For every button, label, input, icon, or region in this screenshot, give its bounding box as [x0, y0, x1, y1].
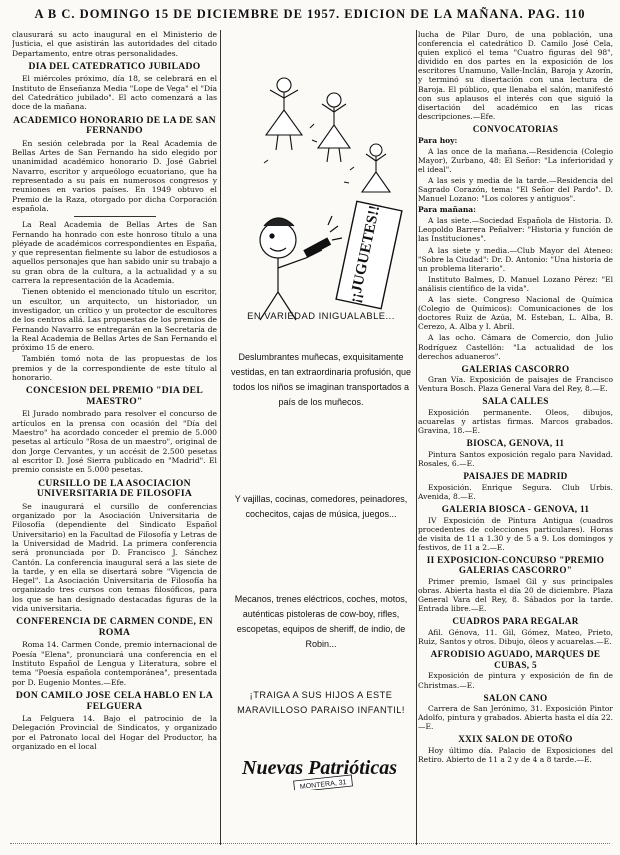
article-body-catedratico: El miércoles próximo, día 18, se celebrará en el Instituto de Enseñanza Media "Lope de Vega" el "Día del Catedrático jubilado". El acto comenzará a las doce de la mañana.: [12, 74, 217, 112]
article-title-cela: DON CAMILO JOSE CELA HABLO EN LA FELGUERA: [15, 689, 214, 712]
ad-illustration: [226, 30, 416, 340]
gallery-title: PAISAJES DE MADRID: [463, 471, 568, 482]
separator: [74, 216, 156, 217]
convocatoria-hoy-1: A las once de la mañana.—Residencia (Colegio Mayor), Zurbano, 48: El Señor: "La inferioridad y el ideal".: [418, 146, 613, 174]
dancing-doll-icon: [266, 78, 302, 150]
gallery-text: Exposición permanente. Oleos, dibujos, acuarelas y artistas firmas. Marcos grabados. Gravina, 18.—E.: [418, 408, 613, 436]
article-body-cela: La Felguera 14. Bajo el patrocinio de la Delegación Provincial de Sindicatos, y organizado por el Patronato local del Hogar del Productor, ha organizado en el local: [12, 714, 217, 752]
gallery-text: Pintura Santos exposición regalo para Navidad. Rosales, 6.—E.: [418, 449, 613, 469]
gallery-title: GALERIA BIOSCA - GENOVA, 11: [441, 503, 590, 514]
article-body-carmen-conde: Roma 14. Carmen Conde, premio internacional de Poesía "Elena", pronunciará una conferencia en el Instituto Español de Lengua y Literatura, sobre el tema "Poesía española contemporánea", presentada por D. Eugenio Montes.—Efe.: [12, 640, 217, 687]
ad-call-to-action: ¡TRAIGA A SUS HIJOS A ESTE MARAVILLOSO PARAISO INFANTIL!: [237, 690, 405, 715]
gallery-text: Exposición de pintura y exposición de fin de Christmas.—E.: [418, 671, 613, 690]
gallery-title: II EXPOSICION-CONCURSO "PREMIO GALERIAS CASCORRO": [426, 554, 605, 576]
gallery-title: AFRODISIO AGUADO, MARQUES DE CUBAS, 5: [430, 649, 601, 670]
intro-paragraph: clausurará su acto inaugural en el Ministerio de Justicia, el que asistirán las autoridades del citado Departamento, entre otras personalidades.: [12, 30, 217, 58]
banner-text: ¡¡JUGUETES!!: [346, 204, 384, 305]
ad-vehicles-text: Mecanos, trenes eléctricos, coches, motos, auténticas pistoleras de cow-boy, rifles, escopetas, equipos de sheriff, de indio, de Robin...: [234, 594, 408, 649]
gallery-title: CUADROS PARA REGALAR: [452, 616, 579, 627]
gallery-text: Afil. Génova, 11. Gil, Gómez, Mateo, Prieto, Ruiz, Santos y otros. Dibujo, óleos y acuarelas.—E.: [418, 628, 613, 647]
dancing-doll-icon: [362, 144, 390, 192]
article-title-premio-maestro: CONCESION DEL PREMIO "DIA DEL MAESTRO": [25, 385, 204, 407]
convocatoria-manana-3: Instituto Balmes, D. Manuel Lozano Pérez: "El análisis científico de la vida".: [418, 274, 613, 293]
toy-advertisement: [226, 30, 416, 790]
gallery-text: Carrera de San Jerónimo, 31. Exposición Pintor Adolfo, pintura y grabados. Abierta hasta el día 22.—E.: [418, 704, 613, 732]
right-column: [418, 30, 613, 845]
article-body-academico-1: En sesión celebrada por la Real Academia de Bellas Artes de San Fernando ha sido elegido por unanimidad académico honorario D. José Gabriel Navarro, escritor y arqueólogo ecuatoriano, que ha representado a su país en numerosos congresos y reuniones en varios países. En 1949 obtuvo el Premio de la Raza, otorgado por dicha Corporación española.: [12, 138, 217, 213]
convocatoria-manana-5: A las ocho. Cámara de Comercio, don Julio Rodríguez Castellón: "La actualidad de los derechos aduaneros".: [418, 333, 613, 361]
gallery-text: Gran Vía. Exposición de paisajes de Francisco Ventura Bosch. Plaza General Vara del Rey, 8.—E.: [418, 375, 613, 394]
dancing-doll-icon: [318, 93, 350, 162]
para-hoy-label: Para hoy:: [418, 135, 458, 145]
ad-dolls-text: Deslumbrantes muñecas, exquisitamente vestidas, en tan extraordinaria profusión, que todos los niños se imaginan transportados a país de los muñecos.: [230, 352, 412, 407]
article-title-academico: ACADEMICO HONORARIO DE LA DE SAN FERNANDO: [13, 114, 216, 137]
store-address: MONTERA, 31: [299, 779, 347, 791]
gallery-title: SALA CALLES: [482, 396, 549, 407]
child-with-toy-gun-icon: [260, 216, 342, 320]
page-bottom-rule: [10, 843, 610, 844]
convocatoria-manana-4: A las siete. Congreso Nacional de Química (Colegio de Químicos): Comunicaciones de los doctores Ruiz de Azúa, M. Esteban, L. Alba, B. Cerezo, A. Alba y I. Abril.: [418, 295, 613, 332]
gallery-text: Exposición. Enrique Segura. Club Urbis. Avenida, 8.—E.: [418, 482, 613, 501]
convocatorias-title: CONVOCATORIAS: [472, 123, 559, 134]
gallery-text: IV Exposición de Pintura Antigua (cuadros procedentes de colecciones particulares). Horas de visita de 11 a 1.30 y de 5 a 9. Los domingos y festivos, de 11 a 2.—E.: [418, 515, 613, 552]
article-title-cursillo: CURSILLO DE LA ASOCIACION UNIVERSITARIA DE FILOSOFIA: [36, 477, 193, 500]
para-manana-label: Para mañana:: [418, 205, 476, 215]
gallery-title: GALERIAS CASCORRO: [461, 363, 570, 374]
gallery-text: Primer premio, Ismael Gil y sus principales obras. Abierta hasta el día 20 de diciembre. Plaza General Vara del Rey, 8. Sábados por la tarde. Entrada libre.—E.: [418, 577, 613, 614]
cela-continuation: lucha de Pilar Duro, de una población, una conferencia el catedrático D. Camilo José Cela, quien explicó el tema "Cuatro figuras del 98", dividido en dos partes en la exposición de los escritores Unamuno, Valle-Inclán, Baroja y Azorín, y terminó su disertación con una lectura de Baroja. El público, que llenaba el salón, manifestó con sus aplausos el interés con que siguió la disertación del académico en las ricas descripciones.—Efe.: [418, 30, 613, 121]
ad-dishes-text: Y vajillas, cocinas, comedores, peinadores, cochecitos, cajas de música, juegos...: [234, 494, 408, 519]
article-body-academico-2: La Real Academia de Bellas Artes de San Fernando ha honrado con este honroso título a una pléyade de académicos correspondientes en España, y que representan fielmente su labor de estudiosos a aquellos personajes que han sabido unir su trabajo a su gran obra de la cultura, a la actualidad y a su carrera la representación de la Academia.: [12, 220, 217, 286]
ad-tagline: EN VARIEDAD INIGUALABLE...: [247, 310, 395, 321]
left-column: [12, 30, 217, 845]
gallery-title: BIOSCA, GENOVA, 11: [466, 438, 565, 449]
banner-juguetes: [336, 201, 402, 308]
article-body-academico-4: También tomó nota de las propuestas de los premios y de la correspondiente de este título al honorario.: [12, 354, 217, 382]
article-body-academico-3: Tienen obtenido el mencionado título un escritor, un escultor, un arquitecto, un historiador, un investigador, un crítico y un protector de escultores de los centros allá. Las propuestas de los premios de Fernando Navarro se entregarán en la Secretaría de la Real Academia de Bellas Artes de San Fernando el próximo 15 de enero.: [12, 287, 217, 353]
convocatoria-manana-2: A las siete y media.—Club Mayor del Ateneo: "Sobre la Ciudad": Dr. D. Antonio: "Una historia de un problema literario".: [418, 245, 613, 273]
article-title-carmen-conde: CONFERENCIA DE CARMEN CONDE, EN ROMA: [16, 616, 213, 638]
article-title-catedratico: DIA DEL CATEDRATICO JUBILADO: [28, 60, 201, 72]
column-rule-right: [416, 30, 417, 845]
article-body-cursillo: Se inaugurará el cursillo de conferencias organizado por la Asociación Universitaria de Filosofía (dependiente del Sindicato Español Universitario) en la Facultad de Filosofía y Letras de la Universidad de Madrid. La primera conferencia será pronunciada por D. Francisco J. Sánchez Cantón. La conferencia inaugural será a las siete de la tarde, y en ella se disertará sobre "Vigencia de Hegel". La Asociación Universitaria de Filosofía ha organizado tres cursos con temas filosóficos, para los que se han designado destacadas figuras de la vida universitaria.: [12, 501, 217, 613]
gallery-title: XXIX SALON DE OTOÑO: [458, 734, 573, 745]
article-body-premio-maestro: El Jurado nombrado para resolver el concurso de artículos en la prensa con ocasión del "Día del Maestro" ha acordado conceder el premio de 5.000 pesetas al artículo "Rosa de un maestro", original de don Jorge Cervantes, y un accésit de 2.500 pesetas al escritor D. José Sierra publicado en "Madrid". El premio consiste en 5.000 pesetas.: [12, 409, 217, 475]
gallery-text: Hoy último día. Palacio de Exposiciones del Retiro. Abierto de 11 a 2 y de 4 a 8 tarde.—E.: [418, 746, 613, 765]
convocatoria-manana-1: A las siete.—Sociedad Española de Historia. D. Leopoldo Barrera Peñalver: "Historia y función de las Instituciones".: [418, 216, 613, 244]
store-logo-text: Nuevas Patrióticas: [242, 757, 397, 779]
column-rule-left: [220, 30, 221, 845]
store-logo: [236, 752, 406, 790]
gallery-title: SALON CANO: [483, 692, 548, 703]
convocatoria-hoy-2: A las seis y media de la tarde.—Residencia del Sagrado Corazón, tema: "El Señor del Pardo". D. Manuel Lozano: "Los colores y antiguos".: [418, 175, 613, 204]
page-header: A B C. DOMINGO 15 DE DICIEMBRE DE 1957. EDICION DE LA MAÑANA. PAG. 110: [34, 7, 586, 21]
